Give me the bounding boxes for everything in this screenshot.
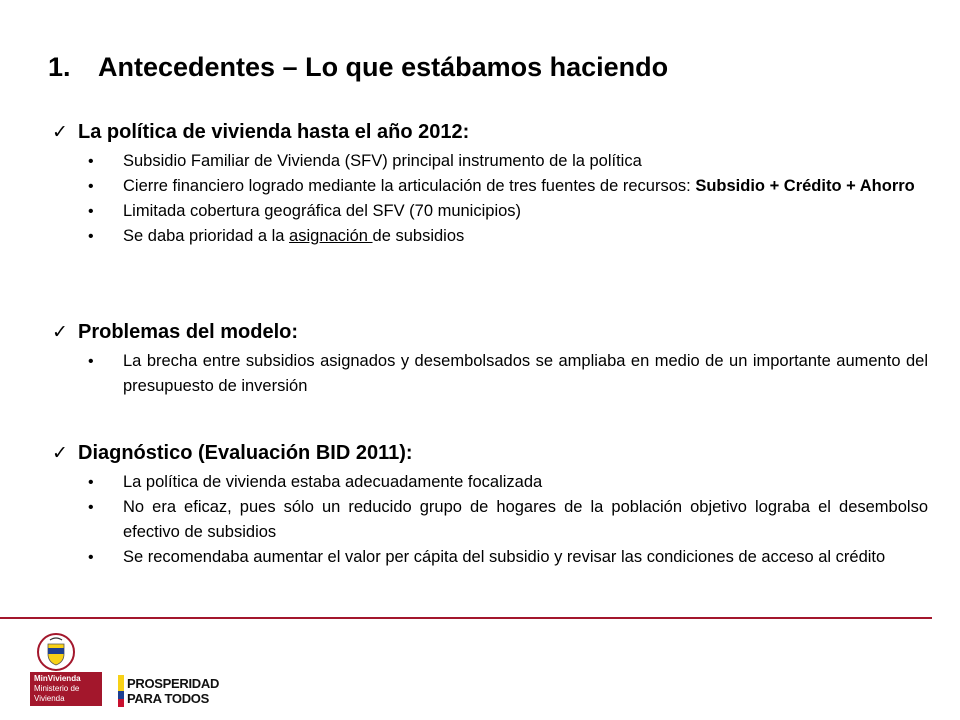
list-item-text: Se recomendaba aumentar el valor per cápita del subsidio y revisar las condiciones de acceso al crédito: [123, 548, 886, 566]
bullet-icon: •: [88, 228, 94, 245]
section-politica: [52, 119, 928, 249]
bullet-icon: •: [88, 549, 94, 566]
checkmark-icon: ✓: [52, 121, 68, 143]
list-item-text: Subsidio Familiar de Vivienda (SFV) principal instrumento de la política: [123, 152, 642, 170]
bullet-icon: •: [88, 178, 94, 195]
heading-text: Problemas del modelo:: [78, 321, 299, 343]
section-problemas: [52, 319, 928, 399]
list-item-text: La brecha entre subsidios asignados y desembolsados se ampliaba en medio de un importante aumento del presupuesto de inversión: [123, 352, 928, 395]
slogan: [127, 676, 219, 706]
list-item: [52, 199, 928, 224]
bullet-icon: •: [88, 353, 94, 370]
list-item: [52, 149, 928, 174]
logo-title: MinVivienda: [34, 674, 81, 683]
heading-text: Diagnóstico (Evaluación BID 2011):: [78, 442, 413, 464]
bullet-icon: •: [88, 203, 94, 220]
checkmark-icon: ✓: [52, 442, 68, 464]
prosperidad-logo: [118, 675, 219, 707]
list-item-tail: de subsidios: [372, 227, 465, 245]
section-heading: [52, 319, 928, 345]
list-item: [52, 470, 928, 495]
list-item: [52, 545, 928, 570]
section-heading: [52, 440, 928, 466]
list-item-bold-text: Subsidio + Crédito + Ahorro: [695, 177, 915, 195]
underlined-text: asignación: [289, 227, 373, 245]
bullet-list: [52, 470, 928, 570]
checkmark-icon: ✓: [52, 321, 68, 343]
coat-of-arms-icon: [36, 632, 76, 672]
minvivienda-logo: [30, 672, 102, 706]
list-item: [52, 495, 928, 545]
slogan-line1: PROSPERIDAD: [127, 676, 220, 691]
title-text: Antecedentes – Lo que estábamos haciendo: [98, 52, 669, 82]
bullet-icon: •: [88, 153, 94, 170]
list-item-text: La política de vivienda estaba adecuadamente focalizada: [123, 473, 543, 491]
list-item: [52, 174, 928, 199]
bullet-icon: •: [88, 499, 94, 516]
divider-line: [0, 617, 932, 619]
list-item-text: No era eficaz, pues sólo un reducido grupo de hogares de la población objetivo lograba el desembolso efectivo de subsidios: [123, 498, 928, 541]
page-title: [48, 52, 668, 83]
list-item-text: Cierre financiero logrado mediante la articulación de tres fuentes de recursos:: [123, 177, 691, 195]
bullet-list: [52, 349, 928, 399]
logo-subtitle: Ministerio de Vivienda: [34, 684, 80, 703]
heading-text: La política de vivienda hasta el año 2012:: [78, 121, 470, 143]
bullet-icon: •: [88, 474, 94, 491]
slogan-line2: PARA TODOS: [127, 691, 209, 706]
flag-icon: [118, 675, 124, 707]
title-number: 1.: [48, 52, 71, 82]
list-item-text: Se daba prioridad a la: [123, 227, 285, 245]
list-item: [52, 349, 928, 399]
list-item: [52, 224, 928, 249]
list-item-text: Limitada cobertura geográfica del SFV (70 municipios): [123, 202, 522, 220]
bullet-list: [52, 149, 928, 249]
section-diagnostico: [52, 440, 928, 570]
section-heading: [52, 119, 928, 145]
